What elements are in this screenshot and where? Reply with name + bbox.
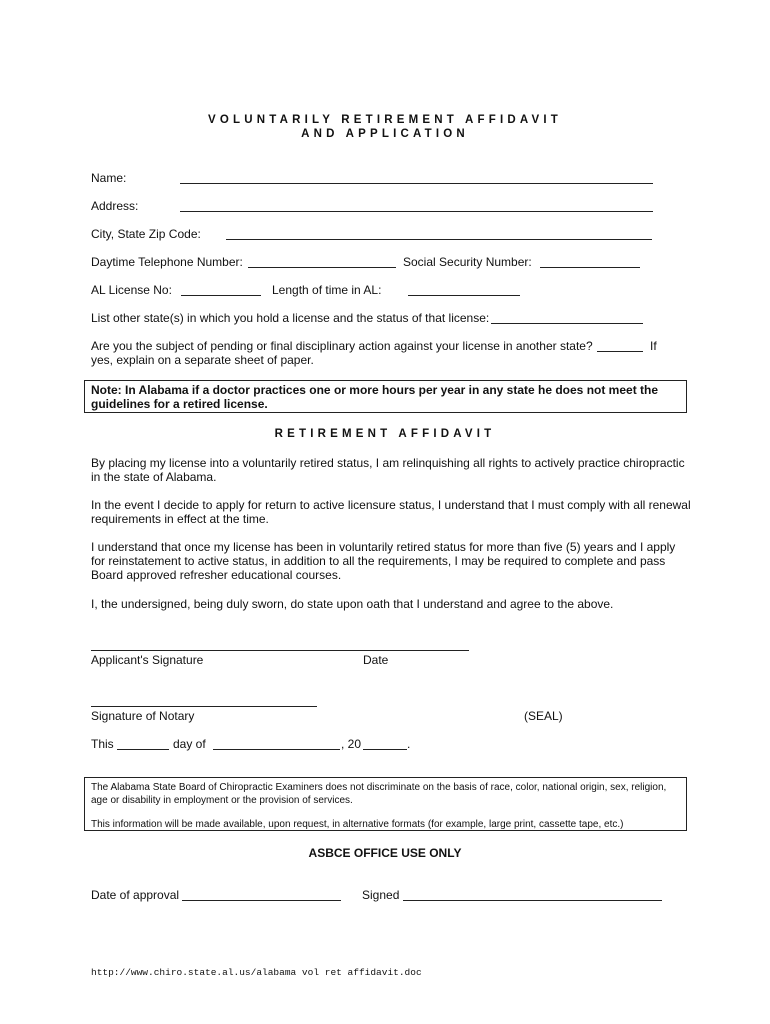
affidavit-paragraph-3: I understand that once my license has been in voluntarily retired status for more than five (5) years and I apply for reinstatement to active status, in addition to all the requirements, I may be required to complete and pass Board approved refresher educational courses. — [91, 540, 676, 582]
affidavit-paragraph-2: In the event I decide to apply for return to active licensure status, I understand that I must comply with all renewal requirements in effect at the time. — [91, 498, 691, 526]
note-box — [84, 380, 687, 413]
ssn-field[interactable] — [540, 267, 640, 268]
disclaimer-paragraph-1: The Alabama State Board of Chiropractic Examiners does not discriminate on the basis of race, color, national origin, sex, religion, age or disability in employment or the provision of services. — [91, 782, 667, 806]
retirement-affidavit-heading: RETIREMENT AFFIDAVIT — [274, 428, 496, 440]
ssn-label: Social Security Number: — [403, 255, 532, 269]
disclaimer-paragraph-2: This information will be made available, upon request, in alternative formats (for example, large print, cassette tape, etc.) — [91, 819, 624, 830]
address-label: Address: — [91, 199, 139, 213]
disciplinary-answer-field[interactable] — [597, 351, 643, 352]
length-in-al-label: Length of time in AL: — [272, 283, 382, 297]
note-text: Note: In Alabama if a doctor practices one or more hours per year in any state he does not meet the guidelines for a retired license. — [91, 383, 659, 411]
city-state-zip-label: City, State Zip Code: — [91, 227, 201, 241]
disclaimer-box — [84, 777, 687, 831]
address-field[interactable] — [180, 211, 653, 212]
length-in-al-field[interactable] — [408, 295, 520, 296]
day-field[interactable] — [117, 749, 169, 750]
notary-signature-field[interactable] — [91, 706, 317, 707]
daytime-phone-label: Daytime Telephone Number: — [91, 255, 243, 269]
date-of-approval-field[interactable] — [182, 900, 341, 901]
office-use-heading: ASBCE OFFICE USE ONLY — [308, 846, 462, 860]
document-title-line2: AND APPLICATION — [301, 128, 469, 140]
applicant-signature-field[interactable] — [91, 650, 469, 651]
al-license-field[interactable] — [181, 295, 261, 296]
year-suffix-label: . — [407, 737, 411, 751]
other-states-label: List other state(s) in which you hold a license and the status of that license: — [91, 311, 490, 325]
year-field[interactable] — [363, 749, 407, 750]
year-prefix-label: , 20 — [341, 737, 362, 751]
disciplinary-question: Are you the subject of pending or final disciplinary action against your license in another state? — [91, 339, 593, 353]
name-label: Name: — [91, 171, 127, 185]
day-of-label: day of — [173, 737, 206, 751]
signed-label: Signed — [362, 888, 400, 902]
notary-signature-label: Signature of Notary — [91, 709, 195, 723]
date-of-approval-label: Date of approval — [91, 888, 180, 902]
disciplinary-if-text: If — [650, 339, 657, 353]
applicant-signature-label: Applicant's Signature — [91, 653, 204, 667]
affidavit-paragraph-4: I, the undersigned, being duly sworn, do state upon oath that I understand and agree to the above. — [91, 597, 614, 611]
this-label: This — [91, 737, 114, 751]
month-field[interactable] — [213, 749, 340, 750]
name-field[interactable] — [180, 183, 653, 184]
footer-url: http://www.chiro.state.al.us/alabama vol ret affidavit.doc — [91, 967, 422, 978]
document-title-line1: VOLUNTARILY RETIREMENT AFFIDAVIT — [208, 114, 562, 126]
al-license-label: AL License No: — [91, 283, 172, 297]
disciplinary-explain-text: yes, explain on a separate sheet of paper. — [91, 353, 314, 367]
date-label: Date — [363, 653, 389, 667]
city-state-zip-field[interactable] — [226, 239, 652, 240]
signed-field[interactable] — [403, 900, 662, 901]
daytime-phone-field[interactable] — [248, 267, 396, 268]
seal-label: (SEAL) — [524, 709, 563, 723]
affidavit-paragraph-1: By placing my license into a voluntarily retired status, I am relinquishing all rights to actively practice chiropractic in the state of Alabama. — [91, 456, 685, 484]
other-states-field[interactable] — [491, 323, 643, 324]
